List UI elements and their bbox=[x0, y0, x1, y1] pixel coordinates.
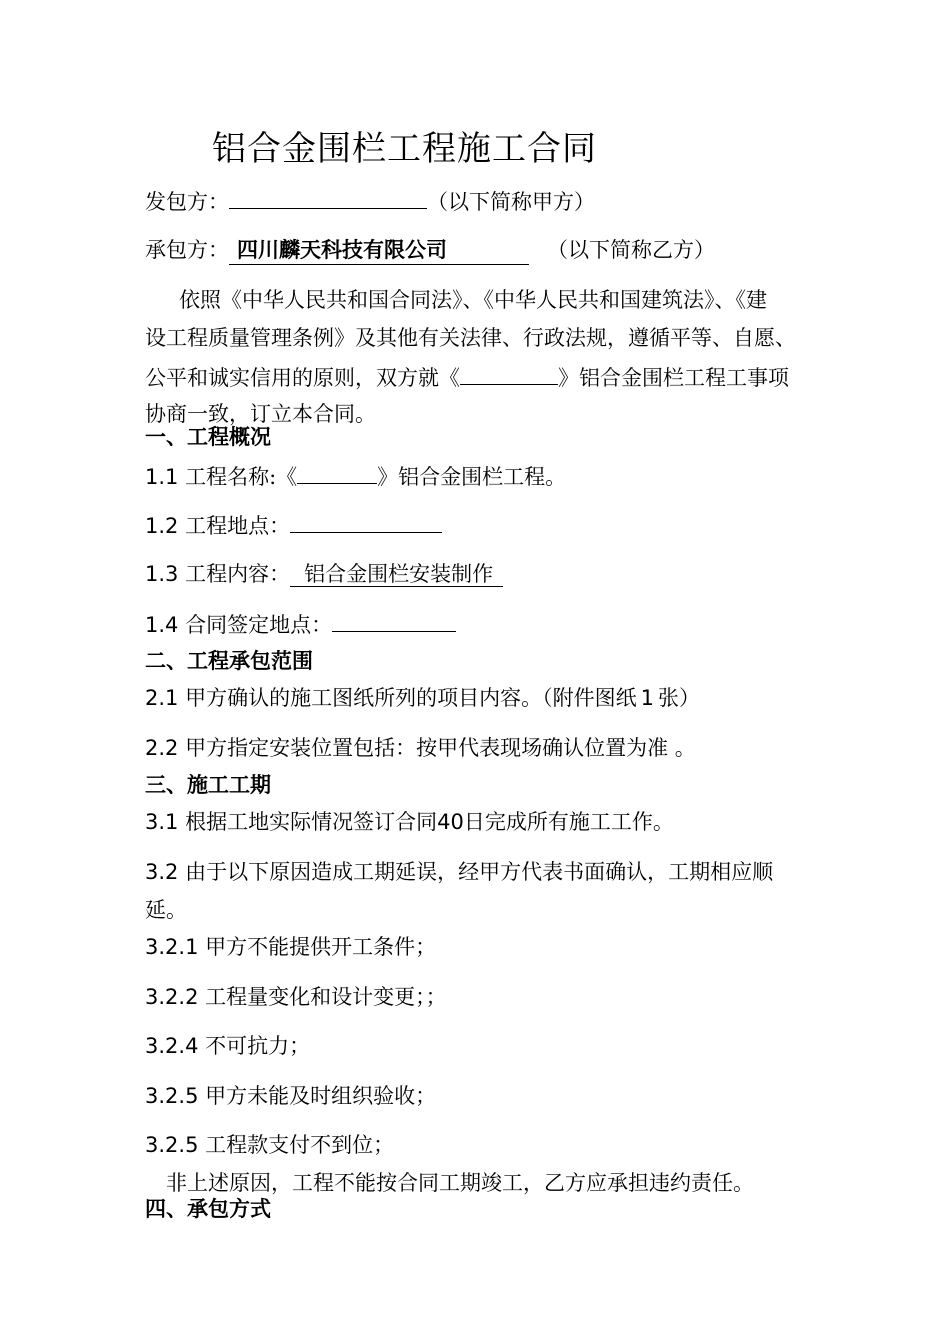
duration-days: 40 bbox=[437, 810, 464, 834]
party-a-suffix: （以下简称甲方） bbox=[427, 190, 595, 214]
item-number: 3.2.1 bbox=[145, 935, 199, 959]
section-3-heading: 三、施工工期 bbox=[145, 773, 271, 797]
item-1-3 bbox=[145, 560, 503, 588]
item-text: 甲方不能提供开工条件； bbox=[205, 935, 437, 959]
item-3-2-4 bbox=[145, 1032, 310, 1060]
item-3-1 bbox=[145, 808, 674, 836]
party-a-label: 发包方： bbox=[145, 190, 229, 214]
intro-line-3-a: 公平和诚实信用的原则，双方就《 bbox=[145, 366, 460, 390]
item-number: 3.2.4 bbox=[145, 1034, 199, 1058]
project-location-blank bbox=[290, 510, 442, 533]
project-name-blank-2 bbox=[297, 461, 377, 484]
party-b-line bbox=[145, 236, 715, 265]
item-text: 根据工地实际情况签订合同 bbox=[185, 810, 438, 834]
party-a-line bbox=[145, 186, 595, 216]
intro-line-3-b: 》铝合金围栏工程工事项 bbox=[558, 366, 789, 390]
item-text: 不可抗力； bbox=[205, 1034, 311, 1058]
party-b-suffix: （以下简称乙方） bbox=[547, 238, 715, 262]
item-text: 工程地点： bbox=[185, 514, 291, 538]
item-3-2-continued: 延。 bbox=[145, 898, 187, 922]
document-title: 铝合金围栏工程施工合同 bbox=[212, 129, 597, 169]
item-2-2 bbox=[145, 734, 696, 762]
intro-line-1: 依照《中华人民共和国合同法》、《中华人民共和国建筑法》、《建 bbox=[179, 288, 767, 312]
item-2-1 bbox=[145, 684, 700, 712]
item-number: 1.1 bbox=[145, 465, 179, 489]
item-text: 由于以下原因造成工期延误，经甲方代表书面确认，工期相应顺 bbox=[185, 860, 774, 884]
section-2-heading: 二、工程承包范围 bbox=[145, 649, 313, 673]
item-1-1 bbox=[145, 461, 566, 491]
item-number: 3.2.5 bbox=[145, 1133, 199, 1157]
intro-line-3 bbox=[145, 362, 810, 400]
item-text: 甲方指定安装位置包括：按甲代表现场确认位置为准 。 bbox=[185, 736, 696, 760]
item-number: 3.2 bbox=[145, 860, 179, 884]
item-number: 1.3 bbox=[145, 562, 179, 586]
party-b-name: 四川麟天科技有限公司 bbox=[229, 236, 529, 265]
item-3-2-2 bbox=[145, 983, 447, 1011]
item-text-b: 日完成所有施工工作。 bbox=[463, 810, 674, 834]
item-text: 工程量变化和设计变更；； bbox=[205, 985, 447, 1009]
item-text-b: 张） bbox=[657, 686, 700, 710]
item-text: 甲方未能及时组织验收； bbox=[205, 1084, 437, 1108]
section-4-heading: 四、承包方式 bbox=[145, 1197, 271, 1221]
signing-location-blank bbox=[332, 609, 456, 632]
item-text: 工程款支付不到位； bbox=[205, 1133, 395, 1157]
item-3-2-5b bbox=[145, 1131, 394, 1159]
item-3-2 bbox=[145, 858, 773, 886]
intro-paragraph bbox=[145, 286, 810, 438]
project-content-value: 铝合金围栏安装制作 bbox=[290, 562, 503, 587]
item-text: 合同签定地点： bbox=[185, 613, 333, 637]
item-number: 3.1 bbox=[145, 810, 179, 834]
section-1-heading: 一、工程概况 bbox=[145, 425, 271, 449]
item-text: 工程名称:《 bbox=[185, 465, 298, 489]
item-3-2-5a bbox=[145, 1082, 436, 1110]
drawing-count: 1 bbox=[640, 686, 654, 710]
delay-note: 非上述原因，工程不能按合同工期竣工，乙方应承担违约责任。 bbox=[166, 1171, 754, 1195]
item-number: 1.2 bbox=[145, 514, 179, 538]
intro-line-4: 协商一致，订立本合同。 bbox=[145, 402, 376, 426]
item-1-4 bbox=[145, 609, 456, 639]
item-number: 1.4 bbox=[145, 613, 179, 637]
item-1-2 bbox=[145, 510, 442, 540]
item-number: 3.2.5 bbox=[145, 1084, 199, 1108]
item-3-2-1 bbox=[145, 933, 436, 961]
item-text: 工程内容： bbox=[185, 562, 291, 586]
party-a-blank bbox=[229, 186, 427, 209]
item-number: 2.2 bbox=[145, 736, 179, 760]
item-text: 甲方确认的施工图纸所列的项目内容。（附件图纸 bbox=[185, 686, 637, 710]
intro-line-2: 设工程质量管理条例》及其他有关法律、行政法规，遵循平等、自愿、 bbox=[145, 326, 796, 350]
item-text-b: 》铝合金围栏工程。 bbox=[377, 465, 567, 489]
item-number: 2.1 bbox=[145, 686, 179, 710]
item-number: 3.2.2 bbox=[145, 985, 199, 1009]
project-name-blank bbox=[460, 362, 558, 385]
party-b-label: 承包方： bbox=[145, 238, 229, 262]
